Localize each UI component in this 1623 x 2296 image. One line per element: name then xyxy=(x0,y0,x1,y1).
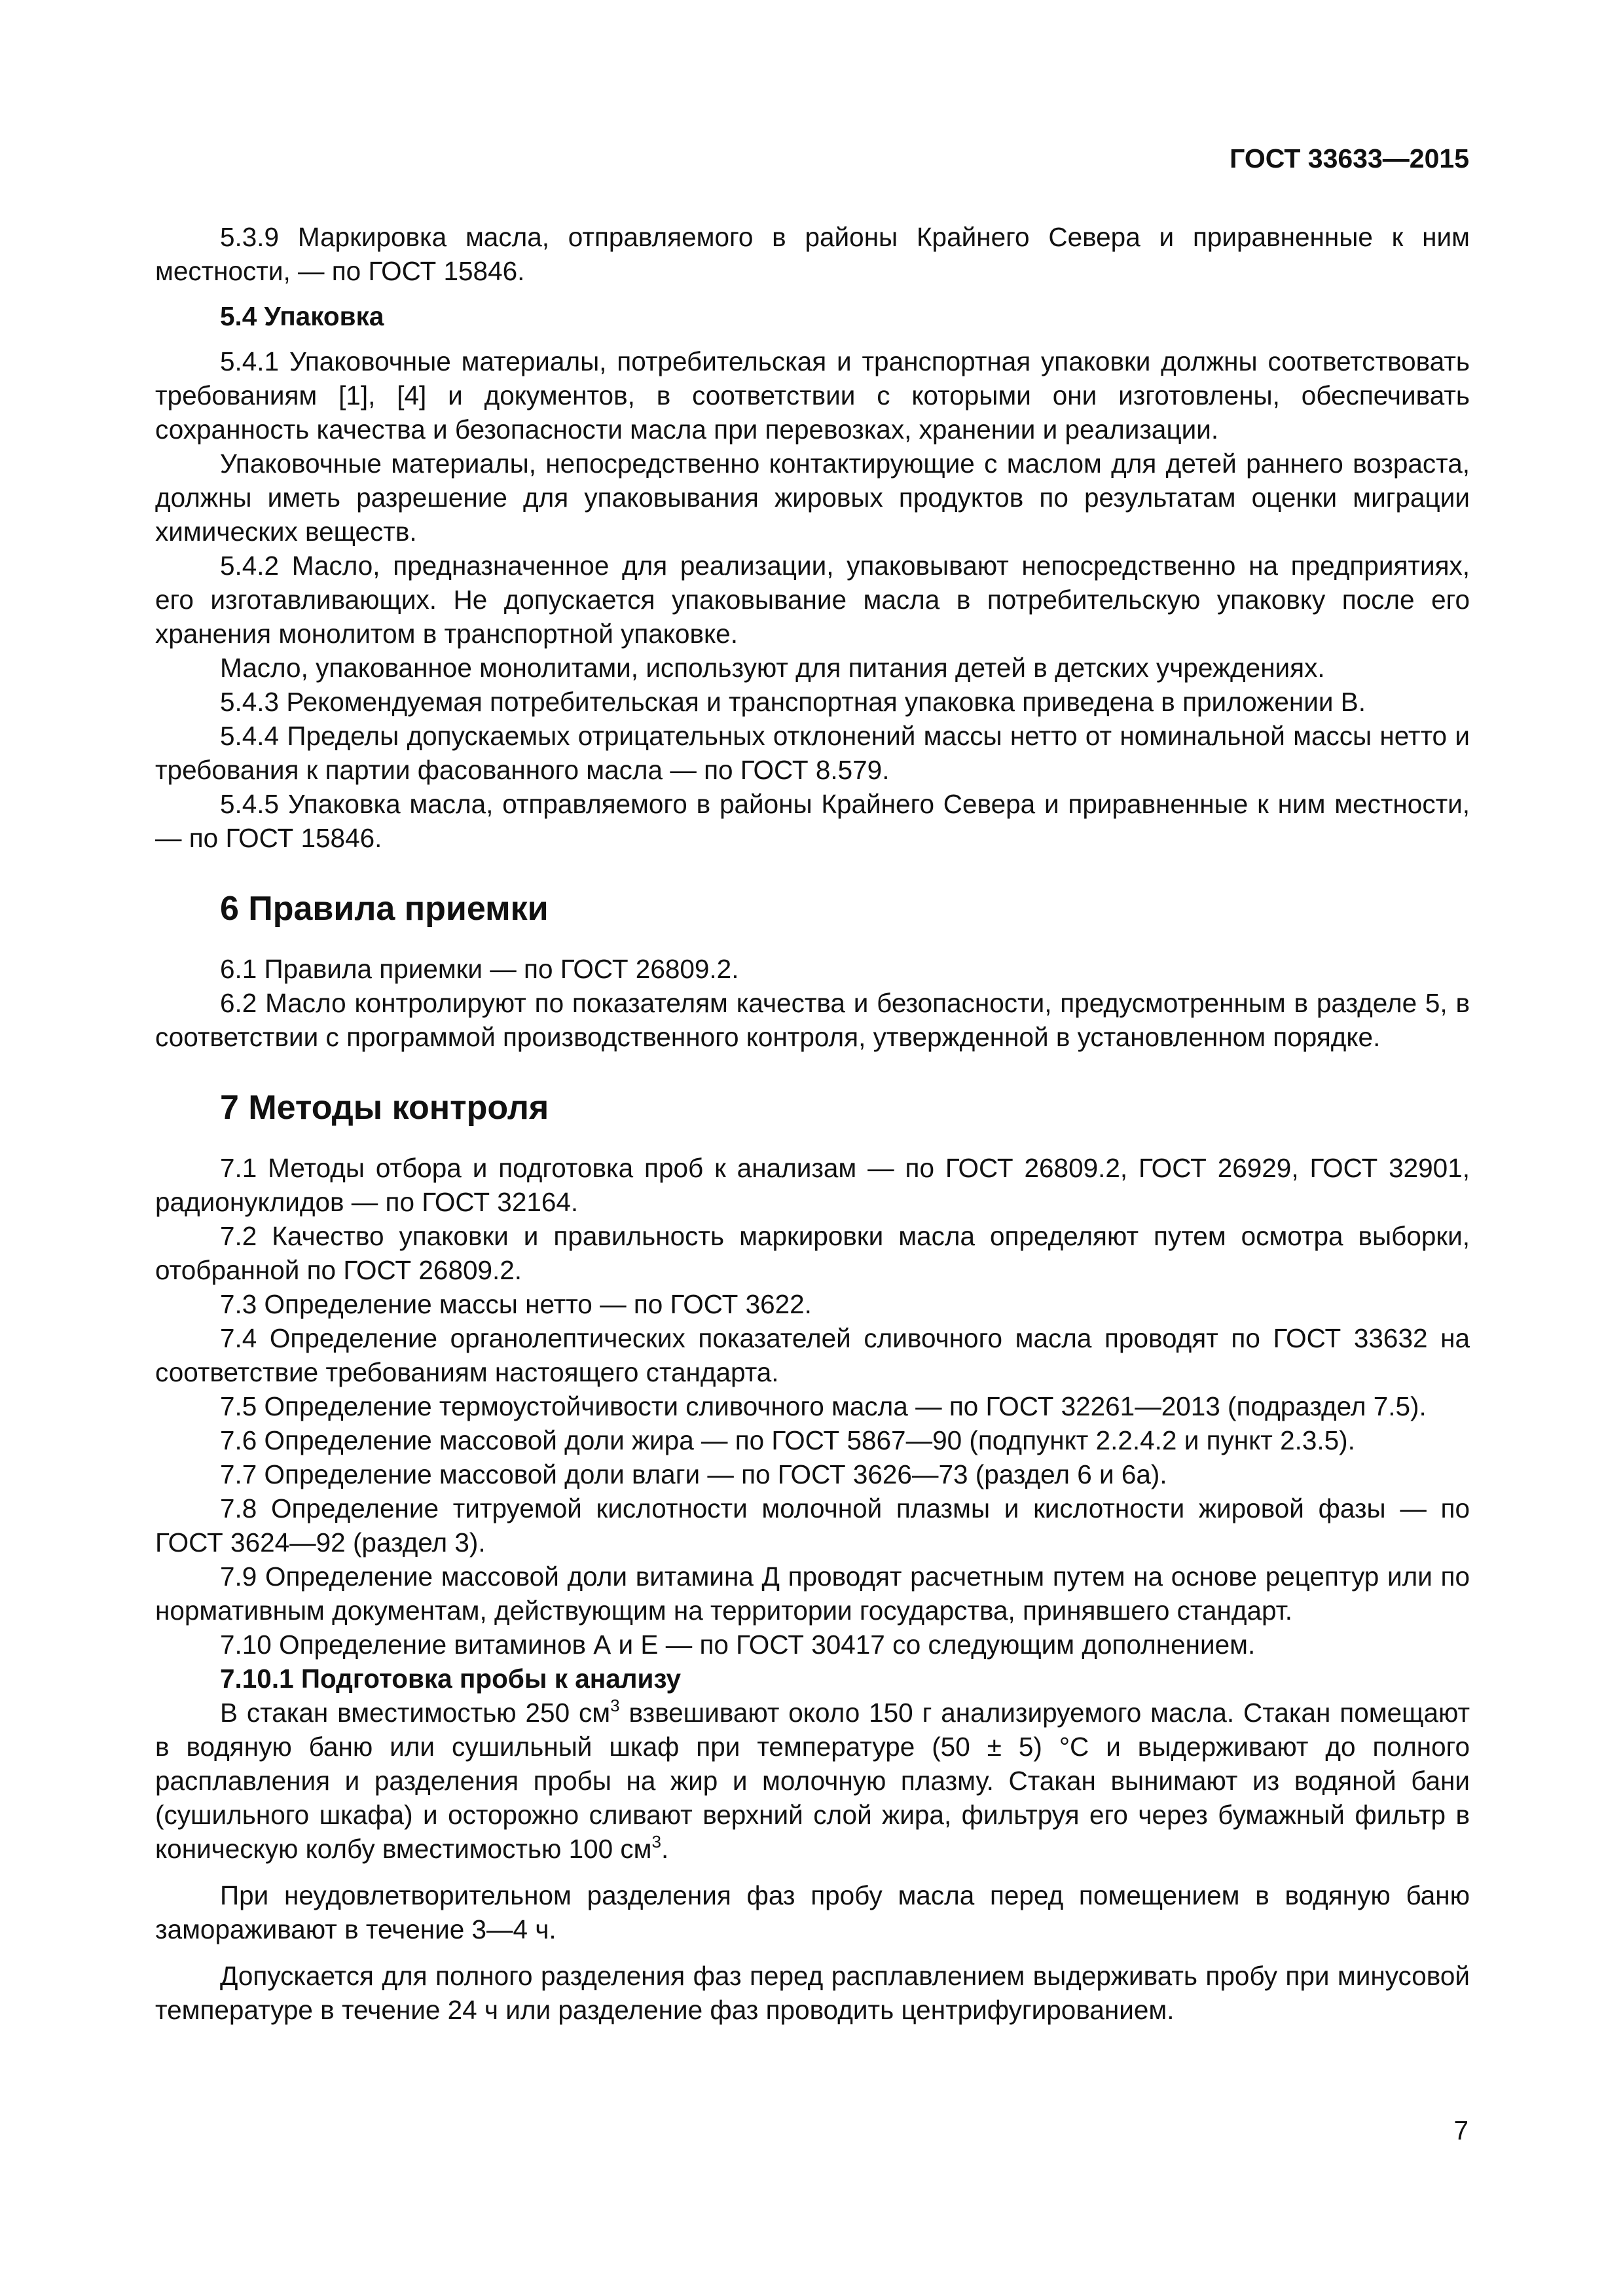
section-heading: 6 Правила приемки xyxy=(220,890,549,928)
paragraph: 5.4.5 Упаковка масла, отправляемого в районы Крайнего Севера и приравненные к ним местности, — по ГОСТ 15846. xyxy=(155,789,1470,853)
paragraph: 7.1 Методы отбора и подготовка проб к анализам — по ГОСТ 26809.2, ГОСТ 26929, ГОСТ 32901, радионуклидов — по ГОСТ 32164. xyxy=(155,1153,1470,1217)
paragraph: 7.8 Определение титруемой кислотности молочной плазмы и кислотности жировой фазы — по ГОСТ 3624—92 (раздел 3). xyxy=(155,1493,1470,1558)
paragraph: 7.9 Определение массовой доли витамина Д проводят расчетным путем на основе рецептур или по нормативным документам, действующим на территории государства, принявшего стандарт. xyxy=(155,1561,1470,1626)
page-number: 7 xyxy=(1453,2115,1468,2145)
subsection-heading: 7.10.1 Подготовка пробы к анализу xyxy=(220,1664,682,1694)
paragraph: Допускается для полного разделения фаз перед расплавлением выдерживать пробу при минусовой температуре в течение 24 ч или разделение фаз проводить центрифугированием. xyxy=(155,1961,1470,2025)
paragraph: 5.4.2 Масло, предназначенное для реализации, упаковывают непосредственно на предприятиях, его изготавливающих. Не допускается упаковывание масла в потребительскую упаковку после его хранения монолитом в транспортной упаковке. xyxy=(155,551,1470,649)
paragraph: При неудовлетворительном разделения фаз пробу масла перед помещением в водяную баню замораживают в течение 3—4 ч. xyxy=(155,1880,1470,1944)
paragraph: 7.10 Определение витаминов А и Е — по ГОСТ 30417 со следующим дополнением. xyxy=(220,1630,1256,1660)
superscript: 3 xyxy=(651,1832,661,1851)
paragraph: Масло, упакованное монолитами, используют для питания детей в детских учреждениях. xyxy=(220,653,1325,683)
paragraph xyxy=(155,1696,1470,1866)
paragraph: 7.4 Определение органолептических показателей сливочного масла проводят по ГОСТ 33632 на соответствие требованиям настоящего стандарта. xyxy=(155,1323,1470,1387)
paragraph: 5.3.9 Маркировка масла, отправляемого в районы Крайнего Севера и приравненные к ним местности, — по ГОСТ 15846. xyxy=(155,222,1470,286)
paragraph: 7.5 Определение термоустойчивости сливочного масла — по ГОСТ 32261—2013 (подраздел 7.5). xyxy=(220,1391,1427,1421)
text-run: В стакан вместимостью 250 см xyxy=(220,1698,611,1728)
paragraph: 7.6 Определение массовой доли жира — по ГОСТ 5867—90 (подпункт 2.2.4.2 и пункт 2.3.5). xyxy=(220,1425,1355,1455)
paragraph: Упаковочные материалы, непосредственно контактирующие с маслом для детей раннего возраста, должны иметь разрешение для упаковывания жировых продуктов по результатам оценки миграции химических веществ. xyxy=(155,448,1470,547)
document-code-header: ГОСТ 33633—2015 xyxy=(1230,143,1469,173)
text-run: . xyxy=(661,1834,669,1864)
paragraph: 7.2 Качество упаковки и правильность маркировки масла определяют путем осмотра выборки, отобранной по ГОСТ 26809.2. xyxy=(155,1221,1470,1285)
text-run: взвешивают около 150 г анализируемого масла. Стакан помещают в водяную баню или сушильный шкаф при температуре (50 ± 5) °С и выдерживают до полного расплавления и разделения пробы на жир и молочную плазму. Стакан вынимают из водяной бани (сушильного шкафа) и осторожно сливают верхний слой жира, фильтруя его через бумажный фильтр в коническую колбу вместимостью 100 см xyxy=(155,1698,1470,1864)
document-body xyxy=(155,220,1470,2027)
paragraph: 7.3 Определение массы нетто — по ГОСТ 3622. xyxy=(220,1289,812,1319)
paragraph: 5.4.3 Рекомендуемая потребительская и транспортная упаковка приведена в приложении В. xyxy=(220,687,1366,717)
section-heading: 7 Методы контроля xyxy=(220,1089,549,1127)
paragraph: 5.4.4 Пределы допускаемых отрицательных отклонений массы нетто от номинальной массы нетто и требования к партии фасованного масла — по ГОСТ 8.579. xyxy=(155,721,1470,785)
subsection-heading: 5.4 Упаковка xyxy=(220,301,384,331)
paragraph: 6.1 Правила приемки — по ГОСТ 26809.2. xyxy=(220,954,739,984)
paragraph: 5.4.1 Упаковочные материалы, потребительская и транспортная упаковки должны соответствовать требованиям [1], [4] и документов, в соответствии с которыми они изготовлены, обеспечивать сохранность качества и безопасности масла при перевозках, хранении и реализации. xyxy=(155,346,1470,445)
paragraph: 6.2 Масло контролируют по показателям качества и безопасности, предусмотренным в разделе 5, в соответствии с программой производственного контроля, утвержденной в установленном порядке. xyxy=(155,988,1470,1052)
superscript: 3 xyxy=(610,1696,620,1715)
paragraph: 7.7 Определение массовой доли влаги — по ГОСТ 3626—73 (раздел 6 и 6а). xyxy=(220,1459,1167,1489)
